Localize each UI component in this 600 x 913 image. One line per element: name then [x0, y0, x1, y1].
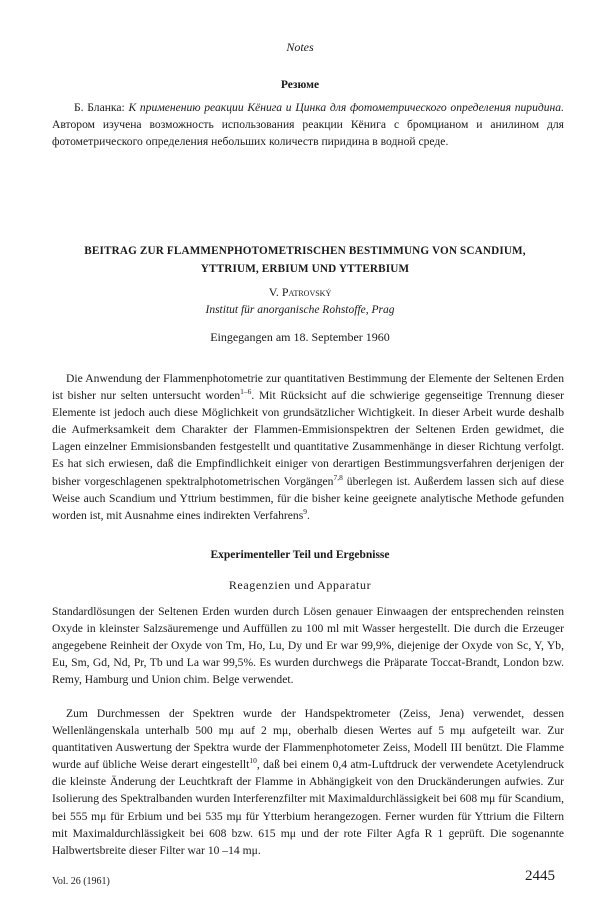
resume-author: Б. Бланка: — [74, 101, 129, 114]
resume-paragraph — [52, 99, 564, 151]
spectrometer-paragraph — [52, 705, 564, 859]
article-institute: Institut für anorganische Rohstoffe, Prag — [205, 304, 395, 316]
spectro-text-1: Zum Durchmessen der Spektren wurde der Handspektrometer (Zeiss, Jena) verwendet, dessen Wellenlängenskala unterhalb 500 mμ auf 2 mμ, oberhalb diesen Wertes auf 5 mμ aufgeteilt war. Zur quantitativen Auswertung der Spektra wurde der Flammenphotometer Zeiss, Modell III benützt. Die Flamme wurde auf übliche Weise derart eingestellt — [52, 707, 564, 772]
article-author: V. Patrovský — [268, 285, 332, 299]
running-head: Notes — [286, 40, 314, 54]
resume-body: Автором изучена возможность использования реакции Кёнига с бромцианом и анилином для фотометрического определения небольших количеств пиридина в водной среде. — [52, 118, 564, 149]
reference-1-6: 1–6 — [240, 387, 252, 397]
intro-text-3: überlegen ist. Außerdem lassen sich auf diese Weise auch Scandium und Yttrium bestimmen, für die bisher keine geeignete analytische Methode gefunden worden ist, mit Ausnahme eines indirekten Verfahrens — [52, 474, 564, 522]
reagents-paragraph: Standardlösungen der Seltenen Erden wurden durch Lösen genauer Einwaagen der entsprechenden reinsten Oxyde in kleinster Salzsäuremenge und Auffüllen zu 100 ml mit Wasser hergestellt. Die durch die Erzeuger angegebene Reinheit der Oxyde von Tm, Ho, Lu, Dy und Er war 99,9%, diejenige der Oxyde von Sc, Y, Yb, Eu, Sm, Gd, Nd, Pr, Tb und La war 99,5%. Es wurden durchwegs die Präparate Toccat-Brandt, London bzw. Remy, Hamburg und Union chim. Belge verwendet. — [52, 605, 564, 687]
intro-text-4: . — [307, 508, 310, 522]
spectro-text-2: , daß bei einem 0,4 atm-Luftdruck der verwendete Acetylendruck die kleinste Änderung der Leuchtkraft der Flamme in Abhängigkeit von den Druckänderungen aufwies. Zur Isolierung des Spektralbanden wurden Interferenzfilter mit Maximaldurchlässigkeit bei 608 mμ für Scandium, bei 555 mμ für Erbium und bei 535 mμ für Ytterbium herangezogen. Ferner wurden für Yttrium die Filtern mit Maximaldurchlässigkeit bei 608 bzw. 615 mμ und der rote Filter Agfa R 1 geprüft. Die sogenannte Halbwertsbreite dieser Filter war 10 –14 mμ. — [52, 758, 564, 857]
reference-10: 10 — [249, 756, 257, 766]
intro-paragraph — [52, 370, 564, 524]
resume-title: Резюме — [280, 79, 320, 91]
reference-7-8: 7,8 — [333, 472, 343, 482]
volume-footer: Vol. 26 (1961) — [52, 876, 110, 887]
intro-text-1: Die Anwendung der Flammenphotometrie zur quantitativen Bestimmung der Elemente der Seltenen Erden ist bisher nur selten untersucht worden — [52, 372, 564, 403]
reference-9: 9 — [303, 506, 307, 516]
article-title — [40, 242, 570, 278]
intro-text-2: . Mit Rücksicht auf die schwierige gegenseitige Trennung dieser Elemente ist jedoch auch diese Möglichkeit von grundsätzlicher Wichtigkeit. In dieser Arbeit wurde deshalb die Aufmerksamkeit dem Charakter der Flammen-Emmisionspektren der Seltenen Erden gewidmet, die Lagen einzelner Emmisionsbanden festgestellt und quantitative Zusammenhänge in dieser Richtung verfolgt. Es hat sich erwiesen, daß die Empfindlichkeit einiger von derartigen Bestimmungsverfahren derjenigen der bisher vorgeschlagenen spektralphotometrischen Vorgängen — [52, 389, 565, 488]
article-title-line-1: BEITRAG ZUR FLAMMENPHOTOMETRISCHEN BESTIMMUNG VON SCANDIUM, — [84, 245, 526, 257]
subsection-title: Reagenzien und Apparatur — [228, 578, 372, 592]
section-title: Experimenteller Teil und Ergebnisse — [210, 549, 390, 561]
page-number: 2445 — [525, 868, 555, 884]
article-title-line-2: YTTRIUM, ERBIUM UND YTTERBIUM — [200, 263, 410, 275]
resume-cited-title: К применению реакции Кёнига и Цинка для фотометрического определения пиридина. — [128, 101, 564, 114]
received-date: Eingegangen am 18. September 1960 — [210, 330, 390, 344]
